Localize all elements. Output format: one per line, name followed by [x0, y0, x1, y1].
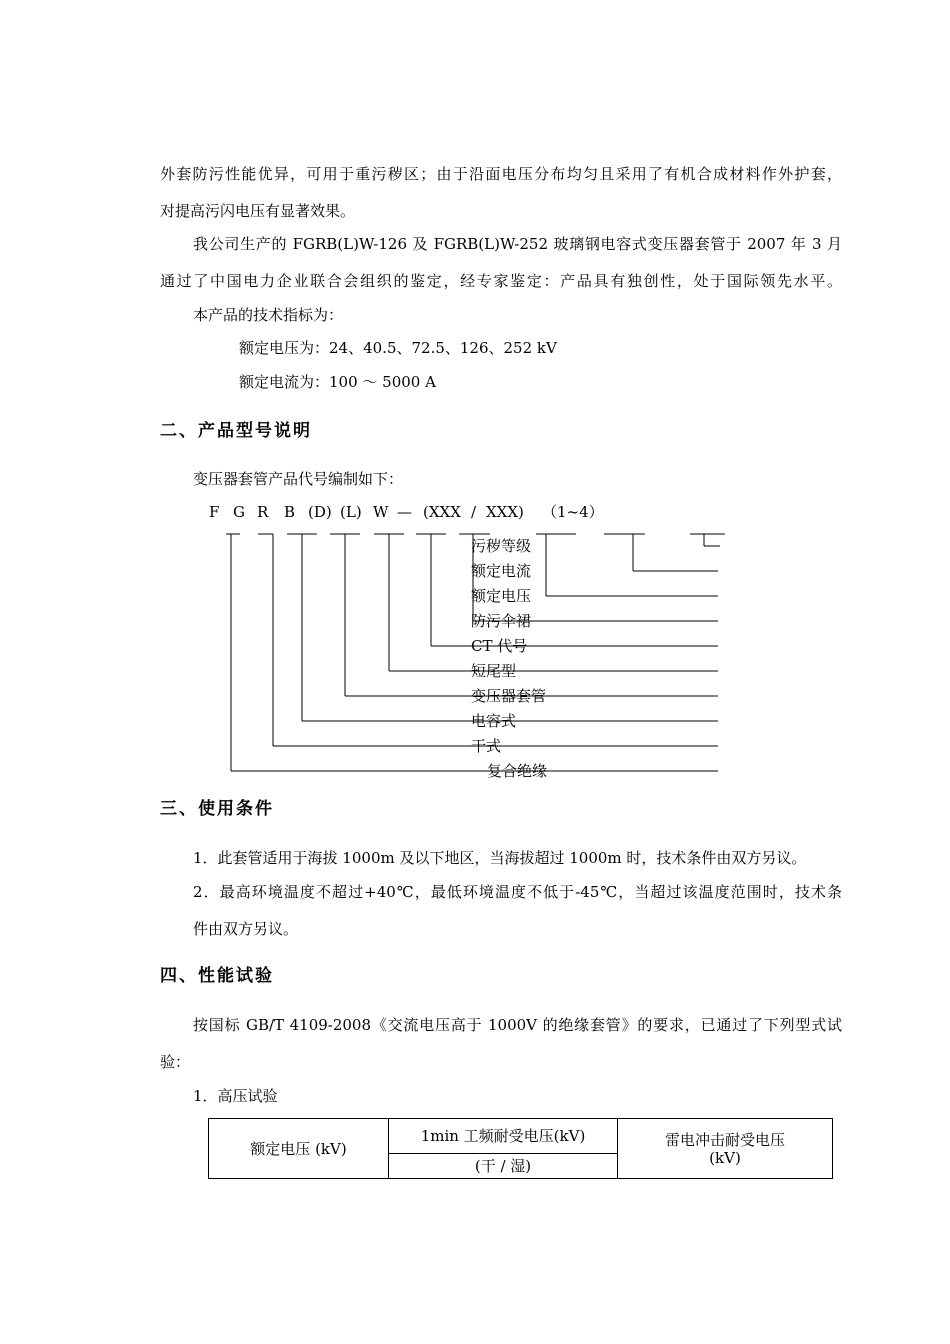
section-4-p1-line-2: 验：: [160, 1053, 191, 1071]
intro-p3: 本产品的技术指标为：: [193, 306, 344, 324]
section-4-sub-1: 1．高压试验: [193, 1087, 278, 1105]
section-4-heading: 四、性能试验: [160, 966, 274, 986]
label-dry-type: 干式: [471, 737, 502, 755]
label-rated-voltage: 额定电压: [471, 587, 532, 605]
code-char-b: B: [284, 503, 296, 521]
high-voltage-test-table: [208, 1118, 833, 1179]
code-char-dash: —: [397, 503, 412, 521]
code-char-slash: /: [471, 503, 477, 521]
table-header-lightning-impulse: [618, 1119, 833, 1179]
table-header-lightning-impulse-line-2: (kV): [709, 1148, 741, 1167]
code-char-f: F: [209, 503, 220, 521]
code-char-xxx-close: XXX): [486, 503, 524, 521]
code-char-g: G: [233, 503, 245, 521]
table-header-dry-wet: (干 / 湿): [389, 1153, 618, 1178]
spec-voltage: 额定电压为：24、40.5、72.5、126、252 kV: [239, 339, 557, 357]
intro-line-2: 对提高污闪电压有显著效果。: [160, 202, 356, 220]
table-header-power-frequency: 1min 工频耐受电压(kV): [389, 1119, 618, 1154]
label-short-tail: 短尾型: [471, 662, 517, 680]
code-char-suffix: （1~4）: [542, 503, 604, 521]
label-ct-code: CT 代号: [471, 637, 528, 655]
label-composite-insulation: 复合绝缘: [487, 762, 548, 780]
intro-p2-line-2: 通过了中国电力企业联合会组织的鉴定，经专家鉴定：产品具有独创性，处于国际领先水平。: [160, 272, 842, 290]
label-capacitive: 电容式: [471, 712, 517, 730]
section-4-p1-line-1: 按国标 GB/T 4109-2008《交流电压高于 1000V 的绝缘套管》的要求，已通过了下列型式试: [193, 1016, 842, 1034]
code-char-r: R: [257, 503, 269, 521]
section-2-intro: 变压器套管产品代号编制如下：: [193, 470, 404, 488]
section-3-item-2-line-2: 件由双方另议。: [193, 920, 299, 938]
label-rated-current: 额定电流: [471, 562, 532, 580]
code-char-d: (D): [308, 503, 332, 521]
code-char-w: W: [373, 503, 389, 521]
section-2-heading: 二、产品型号说明: [160, 421, 312, 441]
section-3-heading: 三、使用条件: [160, 799, 274, 819]
table-header-lightning-impulse-line-1: 雷电冲击耐受电压: [664, 1130, 785, 1149]
section-3-item-2-line-1: 2．最高环境温度不超过+40℃，最低环境温度不低于-45℃，当超过该温度范围时，技术条: [193, 883, 842, 901]
label-antifouling-shed: 防污伞裙: [471, 612, 532, 630]
code-char-xxx-open: (XXX: [423, 503, 461, 521]
table-header-rated-voltage: 额定电压 (kV): [209, 1119, 389, 1179]
intro-line-1: 外套防污性能优异，可用于重污秽区；由于沿面电压分布均匀且采用了有机合成材料作外护套，: [160, 165, 842, 183]
code-char-l: (L): [340, 503, 362, 521]
spec-current: 额定电流为：100 ～ 5000 A: [239, 373, 436, 391]
section-3-item-1: 1．此套管适用于海拔 1000m 及以下地区，当海拔超过 1000m 时，技术条件由双方另议。: [193, 849, 807, 867]
label-transformer-bushing: 变压器套管: [471, 687, 547, 705]
label-pollution-grade: 污秽等级: [471, 537, 532, 555]
intro-p2-line-1: 我公司生产的 FGRB(L)W-126 及 FGRB(L)W-252 玻璃钢电容式变压器套管于 2007 年 3 月: [193, 235, 842, 253]
